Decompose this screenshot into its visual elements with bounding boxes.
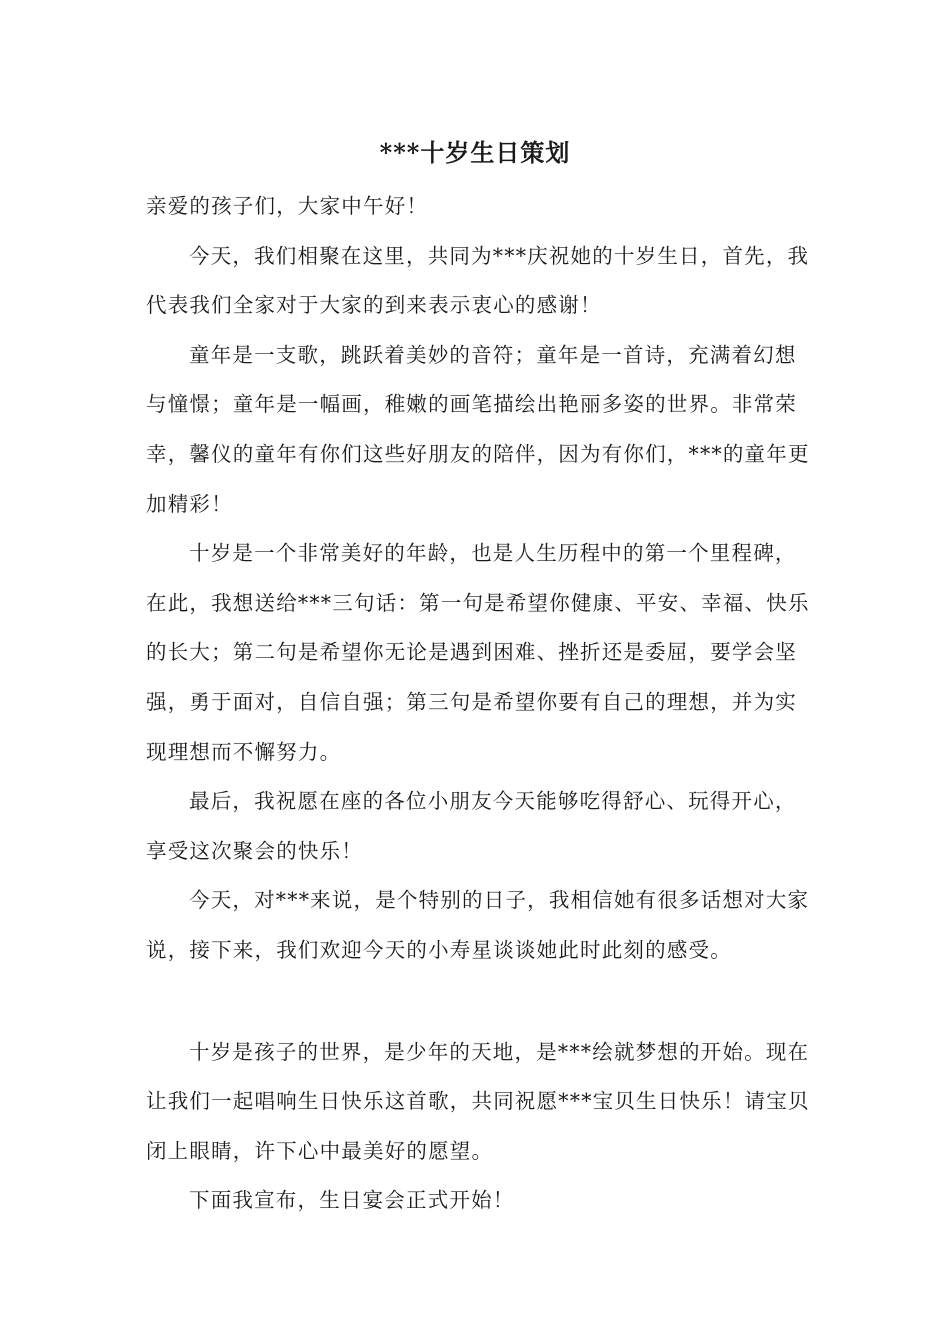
greeting-paragraph: 亲爱的孩子们，大家中午好！: [146, 194, 429, 218]
childhood-paragraph: 童年是一支歌，跳跃着美妙的音符；童年是一首诗，充满着幻想与憧憬；童年是一幅画，稚嫩的画笔描绘出艳丽多姿的世界。非常荣幸，馨仪的童年有你们这些好朋友的陪伴，因为有你们，***的童年更加精彩！: [146, 342, 810, 516]
announcement-paragraph: 下面我宣布，生日宴会正式开始！: [189, 1188, 515, 1213]
wishes-paragraph: 十岁是一个非常美好的年龄，也是人生历程中的第一个里程碑，在此，我想送给***三句话：第一句是希望你健康、平安、幸福、快乐的长大；第二句是希望你无论是遇到困难、挫折还是委屈，要学会坚强，勇于面对，自信自强；第三句是希望你要有自己的理想，并为实现理想而不懈努力。: [146, 541, 810, 764]
document-body: [146, 182, 814, 1226]
blank-line: [146, 976, 814, 1028]
thanks-paragraph: 今天，我们相聚在这里，共同为***庆祝她的十岁生日，首先，我代表我们全家对于大家的到来表示衷心的感谢！: [146, 243, 810, 318]
song-paragraph: 十岁是孩子的世界，是少年的天地，是***绘就梦想的开始。现在让我们一起唱响生日快乐这首歌，共同祝愿***宝贝生日快乐！请宝贝闭上眼睛，许下心中最美好的愿望。: [146, 1039, 810, 1163]
blessing-paragraph: 最后，我祝愿在座的各位小朋友今天能够吃得舒心、玩得开心，享受这次聚会的快乐！: [146, 789, 797, 863]
birthday-girl-paragraph: 今天，对***来说，是个特别的日子，我相信她有很多话想对大家说，接下来，我们欢迎今天的小寿星谈谈她此时此刻的感受。: [146, 888, 810, 962]
document-title: ***十岁生日策划: [379, 138, 571, 167]
